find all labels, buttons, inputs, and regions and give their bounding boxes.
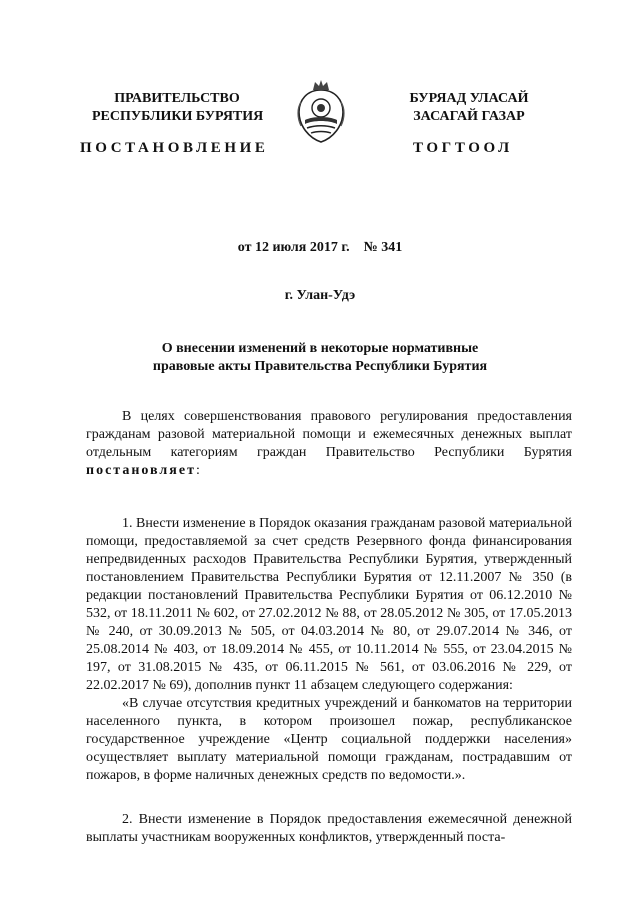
title-line: правовые акты Правительства Республики Бурятия bbox=[152, 359, 488, 374]
header-right-block bbox=[384, 90, 554, 126]
preamble-block bbox=[86, 408, 572, 480]
doc-type-buryat: ТОГТООЛ bbox=[413, 140, 513, 156]
preamble-text: В целях совершенствования правового регулирования предоставления гражданам разовой материальной помощи и ежемесячных денежных выплат отдельным категориям граждан Правительство Республики Бурятия bbox=[86, 409, 572, 460]
header-left-line: РЕСПУБЛИКИ БУРЯТИЯ bbox=[92, 109, 264, 124]
header-right-line: ЗАСАГАЙ ГАЗАР bbox=[413, 109, 525, 124]
paragraph-1: 1. Внести изменение в Порядок оказания гражданам разовой материальной помощи, предоставляемой за счет средств Резервного фонда финансирования непредвиденных расходов Правительства Республики Бурятия, утвержденный постановлением Правительства Республики Бурятия от 12.11.2007 № 350 (в редакции постановлений Правительства Республики Бурятия от 06.12.2010 № 532, от 18.11.2011 № 602, от 27.02.2012 № 88, от 28.05.2012 № 305, от 17.05.2013 № 240, от 30.09.2013 № 505, от 04.03.2014 № 80, от 29.07.2014 № 346, от 25.08.2014 № 403, от 18.09.2014 № 455, от 10.11.2014 № 555, от 23.04.2015 № 197, от 31.08.2015 № 435, от 06.11.2015 № 561, от 03.06.2016 № 229, от 22.02.2017 № 69), дополнив пункт 11 абзацем следующего содержания: bbox=[86, 516, 572, 693]
document-number: № 341 bbox=[363, 240, 403, 255]
date-number-line bbox=[0, 239, 640, 257]
main-body bbox=[86, 515, 572, 785]
coat-of-arms-icon bbox=[293, 78, 349, 146]
header-left-block bbox=[92, 90, 262, 126]
document-title bbox=[0, 340, 640, 376]
document-date: от 12 июля 2017 г. bbox=[237, 240, 350, 255]
preamble-end: : bbox=[195, 463, 200, 478]
quoted-paragraph: «В случае отсутствия кредитных учреждений и банкоматов на территории населенного пункта, в котором произошел пожар, республиканское государственное учреждение «Центр социальной поддержки населения» осуществляет выплату материальной помощи гражданам, пострадавшим от пожаров, в форме наличных денежных средств по ведомости.». bbox=[86, 696, 572, 783]
doc-type-russian: ПОСТАНОВЛЕНИЕ bbox=[80, 140, 269, 156]
city-line: г. Улан-Удэ bbox=[284, 288, 356, 303]
paragraph-2: 2. Внести изменение в Порядок предоставления ежемесячной денежной выплаты участникам вооруженных конфликтов, утвержденный поста- bbox=[86, 812, 572, 845]
preamble-paragraph bbox=[86, 408, 572, 480]
resolves-word: постановляет bbox=[86, 463, 196, 478]
header-right-line: БУРЯАД УЛАСАЙ bbox=[409, 91, 529, 106]
header-left-line: ПРАВИТЕЛЬСТВО bbox=[114, 91, 240, 106]
title-line: О внесении изменений в некоторые нормативные bbox=[161, 341, 479, 356]
paragraph-2-block bbox=[86, 811, 572, 847]
